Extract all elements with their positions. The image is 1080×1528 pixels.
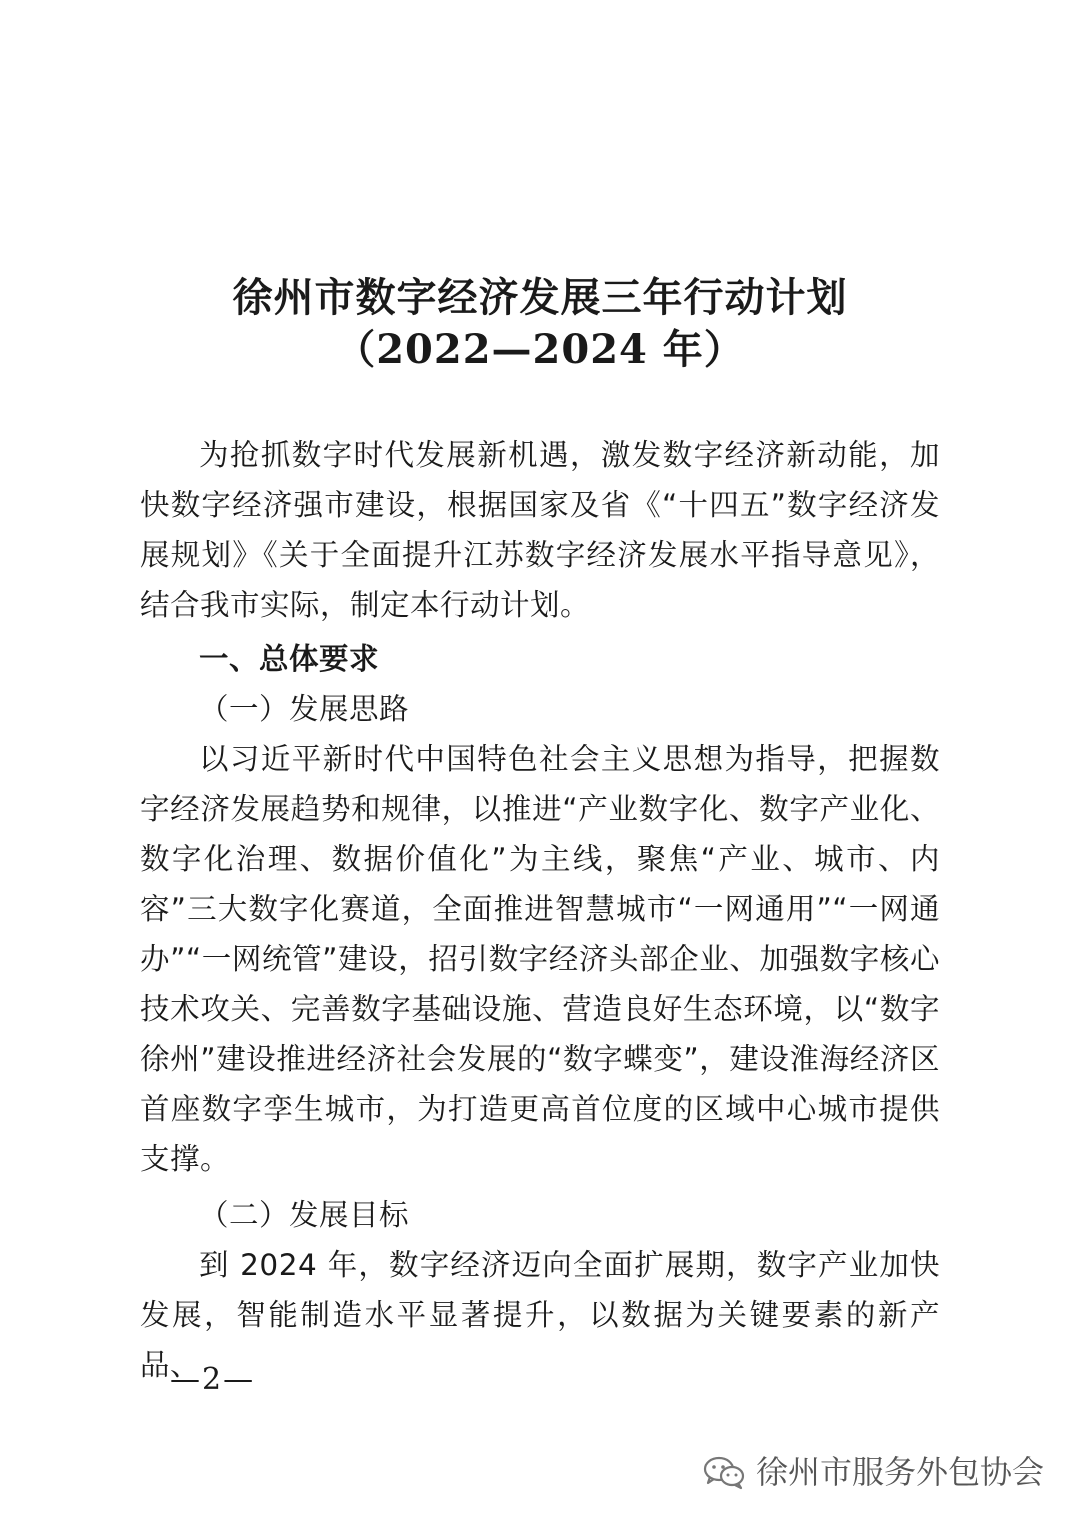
intro-paragraph: 为抢抓数字时代发展新机遇，激发数字经济新动能，加快数字经济强市建设，根据国家及省《“十四五”数字经济发展规划》《关于全面提升江苏数字经济发展水平指导意见》，结合我市实际，制定本行动计划。 — [140, 438, 940, 622]
document-body — [140, 430, 940, 1390]
wechat-icon — [702, 1454, 746, 1490]
development-goals-paragraph: 到 2024 年，数字经济迈向全面扩展期，数字产业加快发展，智能制造水平显著提升，以数据为关键要素的新产品、 — [140, 1248, 940, 1382]
page-number: —2— — [170, 1362, 256, 1397]
document-title-years: （2022—2024 年） — [335, 326, 745, 373]
section-heading-overall-requirements: 一、总体要求 — [199, 642, 380, 676]
development-approach-paragraph: 以习近平新时代中国特色社会主义思想为指导，把握数字经济发展趋势和规律，以推进“产业数字化、数字产业化、数字化治理、数据价值化”为主线，聚焦“产业、城市、内容”三大数字化赛道，全面推进智慧城市“一网通用”“一网通办”“一网统管”建设，招引数字经济头部企业、加强数字核心技术攻关、完善数字基础设施、营造良好生态环境，以“数字徐州”建设推进经济社会发展的“数字蝶变”，建设淮海经济区首座数字孪生城市，为打造更高首位度的区域中心城市提供支撑。 — [140, 742, 940, 1176]
subsection-heading-development-goals: （二）发展目标 — [199, 1198, 410, 1232]
account-watermark — [702, 1452, 1044, 1492]
watermark-text: 徐州市服务外包协会 — [755, 1453, 1044, 1491]
document-title: 徐州市数字经济发展三年行动计划 — [232, 274, 848, 321]
subsection-heading-development-approach: （一）发展思路 — [199, 692, 410, 726]
